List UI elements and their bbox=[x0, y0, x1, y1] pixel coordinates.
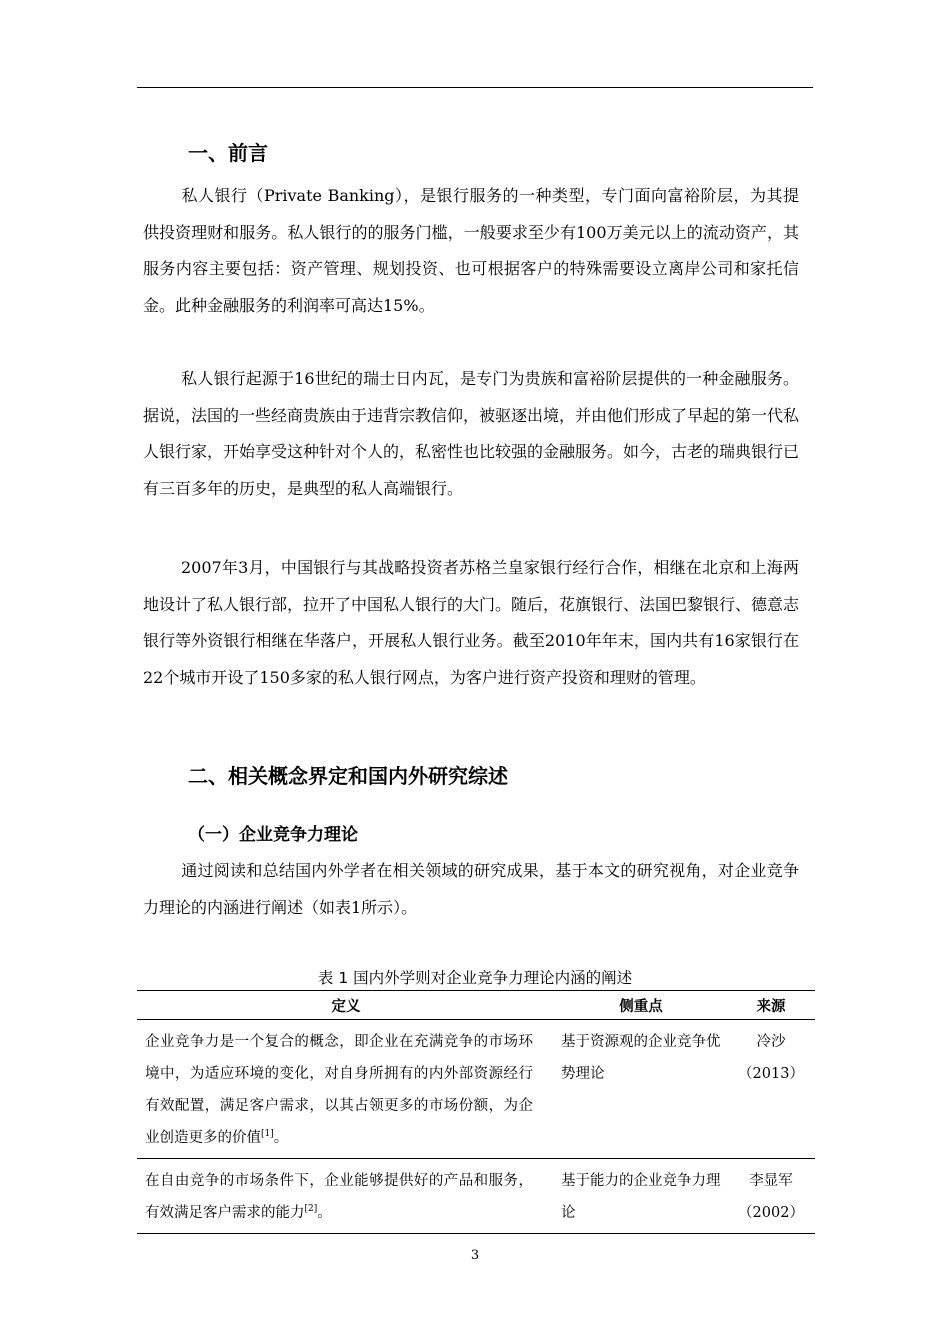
section-title-preface: 一、前言 bbox=[188, 141, 268, 165]
paragraph-1: 私人银行（Private Banking），是银行服务的一种类型，专门面向富裕阶层，为其提供投资理财和服务。私人银行的的服务门槛，一般要求至少有100万美元以上的流动资产，其服务内容主要包括：资产管理、规划投资、也可根据客户的特殊需要设立离岸公司和家托信金。此种金融服务的利润率可高达15%。 bbox=[143, 186, 799, 315]
cell-source bbox=[727, 1159, 815, 1234]
header-focus: 侧重点 bbox=[555, 991, 727, 1020]
header-rule bbox=[137, 87, 813, 88]
table-row bbox=[137, 1159, 815, 1234]
definition-table bbox=[137, 990, 815, 1234]
table-header-row bbox=[137, 991, 815, 1020]
cell-source bbox=[727, 1020, 815, 1159]
page-number: 3 bbox=[470, 1248, 480, 1263]
citation-ref: [1] bbox=[261, 1129, 274, 1140]
source-author: 冷沙 bbox=[756, 1034, 786, 1050]
source-year: （2002） bbox=[738, 1205, 804, 1221]
citation-ref: [2] bbox=[304, 1204, 318, 1215]
paragraph-3: 2007年3月，中国银行与其战略投资者苏格兰皇家银行经行合作，相继在北京和上海两地设计了私人银行部，拉开了中国私人银行的大门。随后，花旗银行、法国巴黎银行、德意志银行等外资银行相继在华落户，开展私人银行业务。截至2010年年末，国内共有16家银行在22个城市开设了150多家的私人银行网点，为客户进行资产投资和理财的管理。 bbox=[143, 558, 800, 687]
subsection-title-competitiveness: （一）企业竞争力理论 bbox=[188, 825, 358, 845]
header-source: 来源 bbox=[727, 991, 815, 1020]
table-caption: 表 1 国内外学则对企业竞争力理论内涵的阐述 bbox=[317, 969, 633, 987]
section-title-review: 二、相关概念界定和国内外研究综述 bbox=[188, 764, 508, 788]
source-year: （2013） bbox=[738, 1066, 804, 1082]
paragraph-4: 通过阅读和总结国内外学者在相关领域的研究成果，基于本文的研究视角，对企业竞争力理论的内涵进行阐述（如表1所示）。 bbox=[143, 861, 799, 917]
source-author: 李显军 bbox=[749, 1173, 793, 1189]
header-definition: 定义 bbox=[137, 991, 555, 1020]
cell-focus: 基于资源观的企业竞争优势理论 bbox=[555, 1020, 727, 1159]
paragraph-2: 私人银行起源于16世纪的瑞士日内瓦，是专门为贵族和富裕阶层提供的一种金融服务。据说，法国的一些经商贵族由于违背宗教信仰，被驱逐出境，并由他们形成了早起的第一代私人银行家，开始享受这种针对个人的，私密性也比较强的金融服务。如今，古老的瑞典银行已有三百多年的历史，是典型的私人高端银行。 bbox=[143, 369, 800, 498]
cell-focus: 基于能力的企业竞争力理论 bbox=[555, 1159, 727, 1234]
cell-definition: 在自由竞争的市场条件下，企业能够提供好的产品和服务，有效满足客户需求的能力[2]。 bbox=[137, 1159, 555, 1234]
table-row bbox=[137, 1020, 815, 1159]
cell-definition: 企业竞争力是一个复合的概念，即企业在充满竞争的市场环境中，为适应环境的变化，对自身所拥有的内外部资源经行有效配置，满足客户需求，以其占领更多的市场份额，为企业创造更多的价值[1]。 bbox=[137, 1020, 555, 1159]
